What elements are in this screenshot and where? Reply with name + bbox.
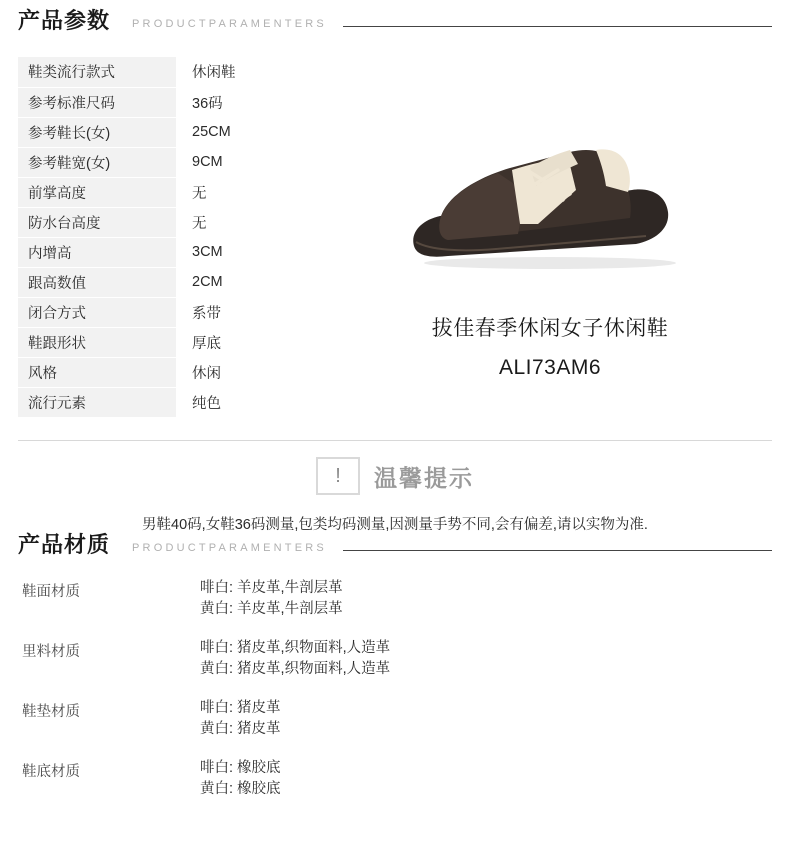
list-item (0, 758, 790, 800)
param-value: 纯色 (176, 387, 290, 417)
table-row (18, 87, 290, 117)
product-material-list (0, 578, 790, 818)
param-value: 系带 (176, 297, 290, 327)
param-key: 参考标准尺码 (18, 87, 176, 117)
material-values (200, 638, 390, 680)
table-row (18, 57, 290, 87)
product-material-heading (0, 534, 790, 556)
section-title-cn: 产品参数 (18, 8, 111, 33)
param-key: 参考鞋宽(女) (18, 147, 176, 177)
product-parameters-heading (0, 10, 790, 32)
param-key: 内增高 (18, 237, 176, 267)
param-value: 36码 (176, 87, 290, 117)
section-title-cn: 产品材质 (18, 532, 111, 557)
material-value-line: 黄白: 猪皮革 (200, 721, 281, 737)
param-key: 防水台高度 (18, 207, 176, 237)
product-title: 拔佳春季休闲女子休闲鞋 (431, 317, 669, 340)
tips-title: 温馨提示 (374, 464, 474, 491)
table-row (18, 177, 290, 207)
material-label: 鞋面材质 (22, 584, 80, 600)
heading-divider (343, 26, 772, 27)
param-value: 厚底 (176, 327, 290, 357)
material-value-line: 黄白: 橡胶底 (200, 781, 281, 797)
material-value-line: 啡白: 橡胶底 (200, 760, 281, 776)
table-row (18, 237, 290, 267)
table-row (18, 327, 290, 357)
product-figure (330, 120, 770, 420)
heading-divider (343, 550, 772, 551)
param-key: 风格 (18, 357, 176, 387)
param-value: 25CM (176, 117, 290, 147)
list-item (0, 638, 790, 680)
param-value: 休闲鞋 (176, 57, 290, 87)
tips-block (0, 440, 790, 534)
section-title-en: PRODUCTPARAMENTERS (132, 18, 327, 30)
material-label: 里料材质 (22, 644, 80, 660)
param-value: 3CM (176, 237, 290, 267)
material-value-line: 啡白: 羊皮革,牛剖层革 (200, 580, 343, 596)
material-label: 鞋垫材质 (22, 704, 80, 720)
material-value-line: 黄白: 羊皮革,牛剖层革 (200, 601, 343, 617)
section-title-en: PRODUCTPARAMENTERS (132, 542, 327, 554)
param-key: 跟高数值 (18, 267, 176, 297)
table-row (18, 117, 290, 147)
table-row (18, 357, 290, 387)
table-row (18, 207, 290, 237)
table-row (18, 147, 290, 177)
table-row (18, 267, 290, 297)
tips-header (0, 457, 790, 495)
param-key: 流行元素 (18, 387, 176, 417)
param-key: 鞋类流行款式 (18, 57, 176, 87)
param-key: 鞋跟形状 (18, 327, 176, 357)
shoe-illustration (400, 120, 700, 280)
param-value: 无 (176, 207, 290, 237)
param-key: 闭合方式 (18, 297, 176, 327)
product-photo (400, 120, 700, 280)
param-value: 无 (176, 177, 290, 207)
tips-divider (18, 440, 772, 441)
param-key: 前掌高度 (18, 177, 176, 207)
material-value-line: 黄白: 猪皮革,织物面料,人造革 (200, 661, 391, 677)
material-label: 鞋底材质 (22, 764, 80, 780)
material-value-line: 啡白: 猪皮革 (200, 700, 281, 716)
product-code: ALI73AM6 (498, 356, 602, 379)
param-value: 9CM (176, 147, 290, 177)
param-key: 参考鞋长(女) (18, 117, 176, 147)
tips-text: 男鞋40码,女鞋36码测量,包类均码测量,因测量手势不同,会有偏差,请以实物为准. (142, 517, 648, 533)
table-row (18, 297, 290, 327)
material-value-line: 啡白: 猪皮革,织物面料,人造革 (200, 640, 391, 656)
table-row (18, 387, 290, 417)
product-parameters-table (18, 57, 290, 418)
exclamation-icon: ! (316, 457, 360, 495)
material-values (200, 578, 343, 620)
param-value: 2CM (176, 267, 290, 297)
list-item (0, 698, 790, 740)
list-item (0, 578, 790, 620)
param-value: 休闲 (176, 357, 290, 387)
material-values (200, 758, 281, 800)
material-values (200, 698, 281, 740)
